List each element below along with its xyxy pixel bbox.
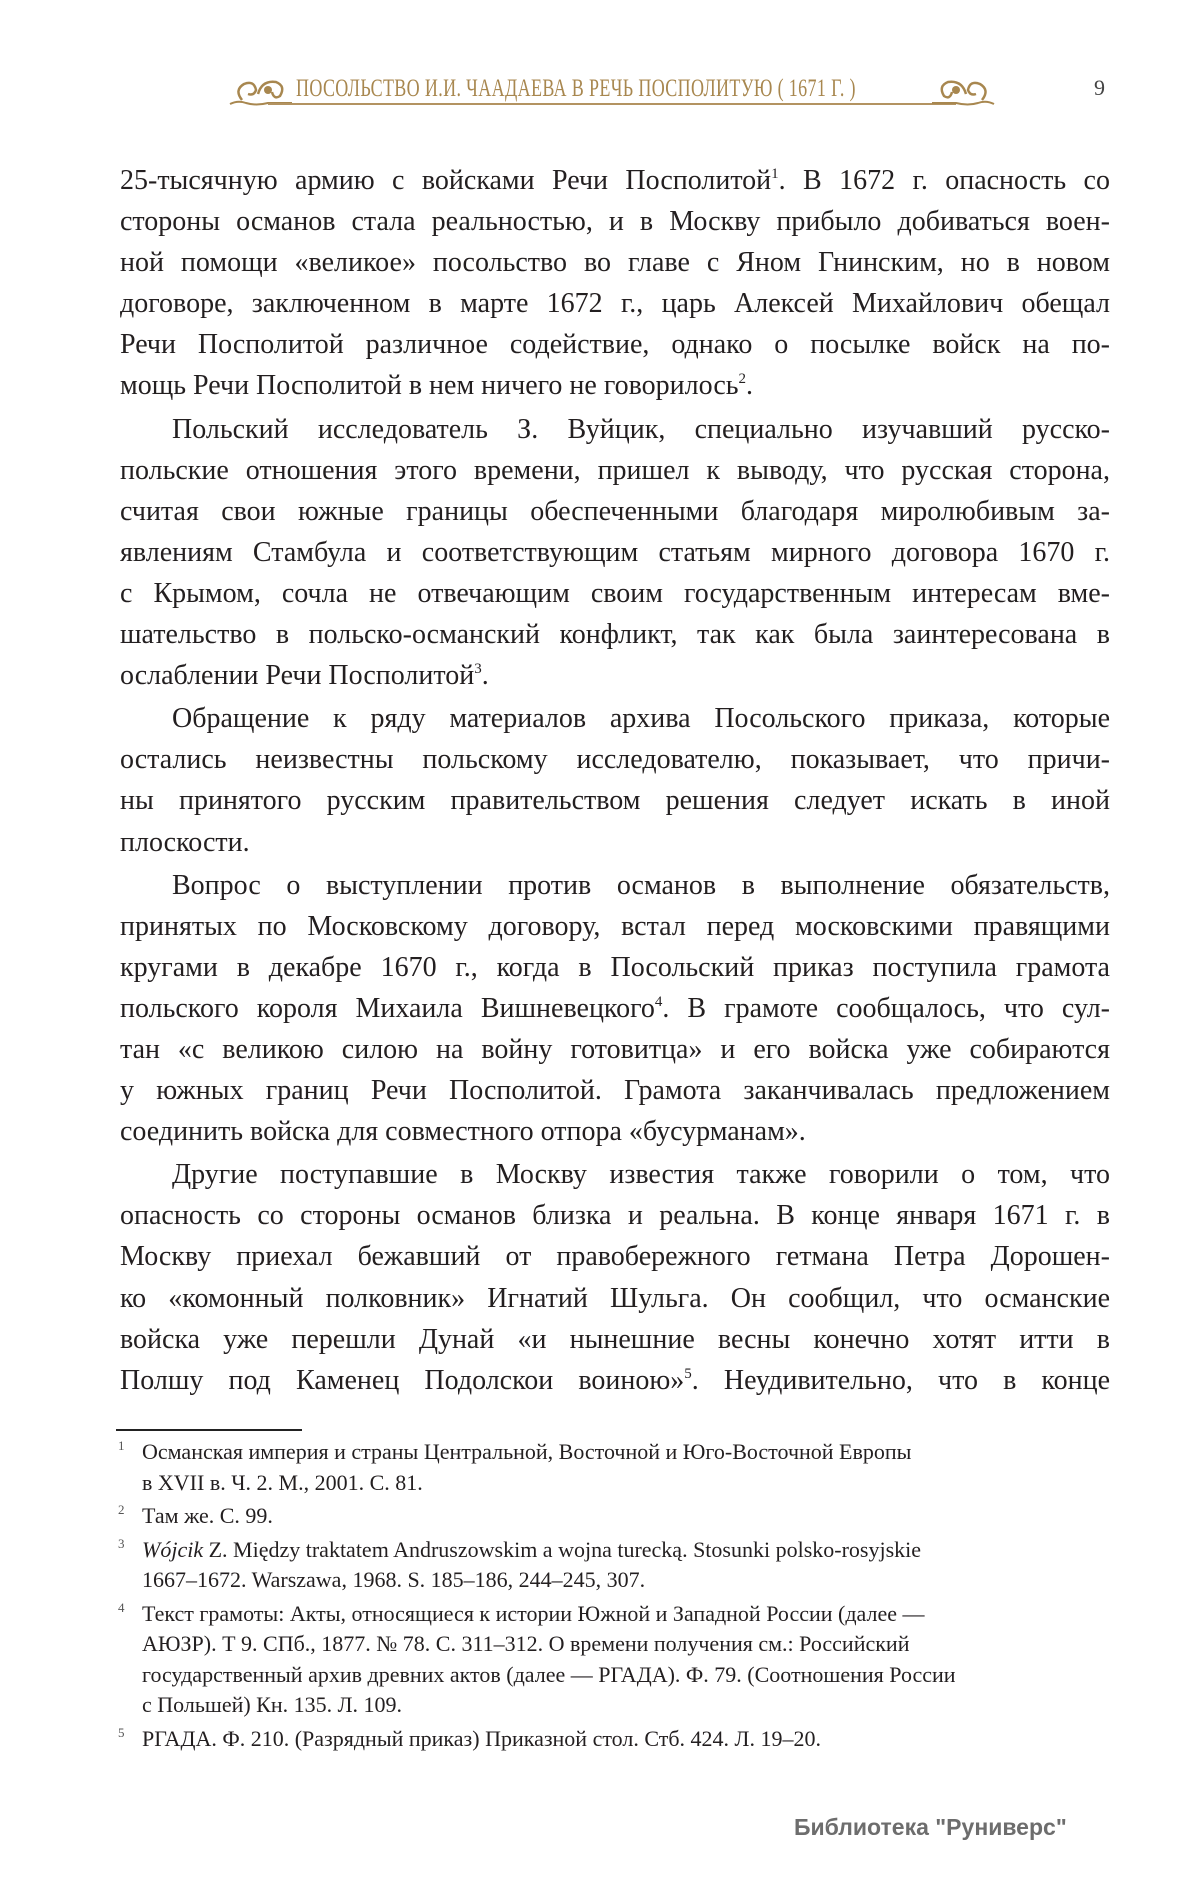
text-line (120, 1195, 1110, 1236)
line-text: договоре, заключенном в марте 1672 г., царь Алексей Михайлович обещал (120, 288, 1110, 320)
line-text: стороны османов стала реальностью, и в Москву прибыло добиваться воен- (120, 206, 1110, 238)
text-line (120, 1111, 1110, 1152)
line-text: 25-тысячную армию с войсками Речи Посполитой (120, 165, 772, 196)
footnote-separator (116, 1429, 302, 1431)
footnote-author: Wójcik (142, 1536, 204, 1562)
footnote-line (142, 1468, 1118, 1499)
text-line (120, 491, 1110, 532)
paragraph (120, 698, 1110, 862)
text-line (120, 698, 1110, 739)
ornament-left-icon (228, 76, 292, 106)
line-text: остались неизвестны польскому исследователю, показывает, что причи- (120, 744, 1110, 776)
text-line (120, 324, 1110, 365)
line-text: Москву приехал бежавший от правобережного гетмана Петра Дорошен- (120, 1241, 1110, 1273)
line-text: принятых по Московскому договору, встал перед московскими правящими (120, 910, 1110, 942)
text-line (120, 1360, 1110, 1401)
footnote-text: АЮЗР). Т 9. СПб., 1877. № 78. С. 311–312. О времени получения см.: Российский (142, 1631, 910, 1656)
line-text: у южных границ Речи Посполитой. Грамота заканчивалась предложением (120, 1075, 1110, 1107)
text-line (120, 865, 1110, 906)
line-text: . (481, 660, 489, 692)
line-text: явлениям Стамбула и соответствующим статьям мирного договора 1670 г. (120, 536, 1110, 568)
line-text: . (746, 370, 754, 402)
paragraph (120, 160, 1110, 407)
line-text: опасность со стороны османов близка и реальна. В конце января 1671 г. в (120, 1200, 1110, 1232)
footnote-ref: 3 (474, 661, 482, 678)
line-text: считая свои южные границы обеспеченными благодаря миролюбивым за- (120, 495, 1110, 527)
footnote-line (142, 1501, 1118, 1532)
text-line (120, 573, 1110, 614)
footnote-number: 1 (118, 1438, 125, 1453)
line-text: . В 1672 г. опасность со (778, 165, 1110, 196)
footnote-text: в XVII в. Ч. 2. М., 2001. С. 81. (142, 1469, 423, 1495)
line-text: ко «комонный полковник» Игнатий Шульга. Он сообщил, что османские (120, 1282, 1110, 1314)
footnote-line (142, 1565, 1118, 1596)
text-line (120, 988, 1110, 1029)
text-line (120, 739, 1110, 780)
footnote-text: Там же. С. 99. (142, 1503, 273, 1528)
footnote (118, 1535, 1118, 1596)
footnote-text: с Польшей) Кн. 135. Л. 109. (142, 1692, 403, 1717)
footnotes (118, 1437, 1118, 1757)
footnote-number: 4 (118, 1599, 125, 1615)
footnote-number: 2 (118, 1502, 125, 1517)
footnote-text: Текст грамоты: Акты, относящиеся к истории Южной и Западной России (далее — (142, 1600, 925, 1626)
line-text: шательство в польско-османский конфликт, так как была заинтересована в (120, 619, 1110, 651)
footnote-number: 5 (118, 1724, 125, 1740)
text-line (120, 1029, 1110, 1070)
line-text: ной помощи «великое» посольство во главе с Яном Гнинским, но в новом (120, 247, 1110, 279)
text-line (120, 822, 1110, 863)
text-line (120, 532, 1110, 573)
line-text: Полшу под Каменец Подолскои воиною» (120, 1364, 685, 1396)
text-line (120, 365, 1110, 406)
line-text: польские отношения этого времени, пришел к выводу, что русская сторона, (120, 454, 1110, 486)
line-text: Польский исследователь З. Вуйцик, специально изучавший русско- (172, 413, 1110, 445)
line-text: соединить войска для совместного отпора «бусурманам». (120, 1116, 806, 1148)
text-line (120, 614, 1110, 655)
text-line (120, 450, 1110, 491)
line-text: плоскости. (120, 826, 250, 858)
line-text: польского короля Михаила Вишневецкого (120, 992, 655, 1024)
footnote (118, 1437, 1118, 1498)
text-line (120, 1236, 1110, 1277)
text-line (120, 160, 1110, 201)
text-line (120, 1070, 1110, 1111)
line-text: Другие поступавшие в Москву известия также говорили о том, что (172, 1159, 1110, 1191)
footnote-number: 3 (118, 1535, 125, 1551)
line-text: ны принятого русским правительством решения следует искать в иной (120, 785, 1110, 817)
ornament-right-icon (932, 76, 996, 106)
footnote-line (142, 1599, 1118, 1630)
text-line (120, 947, 1110, 988)
footnote-line (142, 1724, 1118, 1755)
paragraph (120, 865, 1110, 1153)
text-line (120, 1319, 1110, 1360)
paragraph (120, 1154, 1110, 1401)
footnote (118, 1724, 1118, 1755)
text-line (120, 780, 1110, 821)
footnote-text: 1667–1672. Warszawa, 1968. S. 185–186, 244–245, 307. (142, 1567, 646, 1592)
footnote-ref: 1 (771, 166, 779, 182)
line-text: мощь Речи Посполитой в нем ничего не говорилось (120, 370, 739, 402)
line-text: Вопрос о выступлении против османов в выполнение обязательств, (172, 869, 1110, 901)
text-line (120, 1278, 1110, 1319)
footnote-text: Османская империя и страны Центральной, Восточной и Юго-Восточной Европы (142, 1439, 912, 1464)
running-title: ПОСОЛЬСТВО И.И. ЧААДАЕВА В РЕЧЬ ПОСПОЛИТУЮ ( 1671 Г. ) (296, 75, 856, 102)
line-text: войска уже перешли Дунай «и нынешние весны конечно хотят итти в (120, 1323, 1110, 1355)
line-text: тан «с великою силою на войну готовитца» и его войска уже собираются (120, 1033, 1110, 1065)
line-text: . Неудивительно, что в конце (691, 1364, 1110, 1396)
text-line (120, 1154, 1110, 1195)
line-text: . В грамоте сообщалось, что сул- (662, 992, 1111, 1024)
text-line (120, 201, 1110, 242)
page-number: 9 (1094, 75, 1105, 100)
running-header (228, 70, 996, 110)
text-line (120, 906, 1110, 947)
text-line (120, 283, 1110, 324)
library-watermark: Библиотека "Руниверс" (794, 1814, 1067, 1840)
footnote (118, 1501, 1118, 1532)
footnote-line (142, 1535, 1118, 1566)
footnote-line (142, 1629, 1118, 1660)
footnote-text: государственный архив древних актов (далее — РГАДА). Ф. 79. (Соотношения России (142, 1661, 956, 1687)
line-text: Обращение к ряду материалов архива Посольского приказа, которые (172, 703, 1110, 735)
footnote (118, 1599, 1118, 1721)
text-line (120, 655, 1110, 696)
line-text: с Крымом, сочла не отвечающим своим государственным интересам вме- (120, 577, 1110, 609)
footnote-ref: 5 (684, 1365, 692, 1382)
text-line (120, 409, 1110, 450)
footnote-ref: 2 (738, 371, 747, 388)
footnote-line (142, 1660, 1118, 1691)
footnote-text: РГАДА. Ф. 210. (Разрядный приказ) Приказной стол. Стб. 424. Л. 19–20. (142, 1725, 821, 1751)
main-text (120, 160, 1110, 1403)
header-rule (268, 103, 956, 105)
footnote-line (142, 1690, 1118, 1721)
footnote-line (142, 1437, 1118, 1468)
line-text: Речи Посполитой различное содействие, однако о посылке войск на по- (120, 329, 1110, 361)
footnote-text: Z. Między traktatem Andruszowskim a wojna turecką. Stosunki polsko-rosyjskie (203, 1536, 922, 1562)
paragraph (120, 409, 1110, 697)
text-line (120, 242, 1110, 283)
footnote-ref: 4 (654, 993, 663, 1010)
line-text: ослаблении Речи Посполитой (120, 660, 475, 692)
line-text: кругами в декабре 1670 г., когда в Посольский приказ поступила грамота (120, 951, 1110, 983)
